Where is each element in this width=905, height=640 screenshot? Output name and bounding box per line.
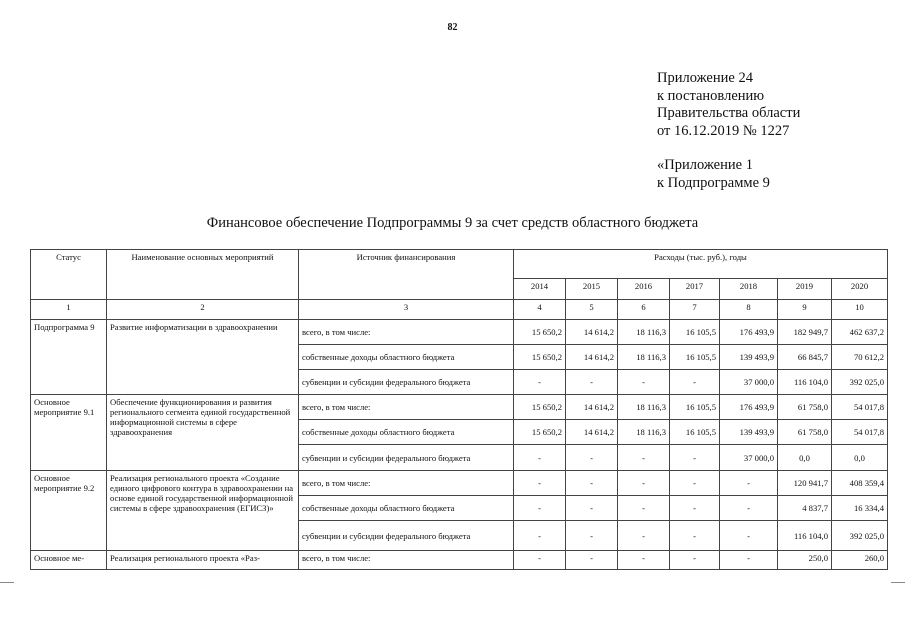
value-cell: 116 104,0 — [778, 370, 832, 395]
column-number: 10 — [832, 300, 888, 320]
value-cell: 120 941,7 — [778, 471, 832, 496]
value-cell: 176 493,9 — [720, 395, 778, 420]
value-cell: 392 025,0 — [832, 521, 888, 551]
value-cell: 139 493,9 — [720, 420, 778, 445]
value-cell: - — [618, 471, 670, 496]
appendix-line: Правительства области — [657, 105, 801, 121]
appendix-block — [657, 70, 800, 192]
document-title: Финансовое обеспечение Подпрограммы 9 за счет средств областного бюджета — [206, 215, 699, 231]
column-number: 7 — [670, 300, 720, 320]
value-cell: - — [566, 521, 618, 551]
value-cell: - — [566, 496, 618, 521]
value-cell: - — [720, 471, 778, 496]
activity-name-cell: Реализация регионального проекта «Создание единого цифрового контура в здравоохранении на основе единой государственной информационной системы в сфере здравоохранения (ЕГИСЗ)» — [107, 471, 299, 551]
appendix-line: Приложение 24 — [657, 70, 753, 86]
value-cell: 18 116,3 — [618, 395, 670, 420]
table-row — [31, 395, 888, 420]
value-cell: 61 758,0 — [778, 420, 832, 445]
source-cell: субвенции и субсидии федерального бюджета — [299, 445, 514, 471]
value-cell: - — [670, 445, 720, 471]
status-cell: Основное ме- — [31, 551, 107, 570]
value-cell: 37 000,0 — [720, 370, 778, 395]
value-cell: - — [514, 445, 566, 471]
value-cell: - — [670, 471, 720, 496]
value-cell: 61 758,0 — [778, 395, 832, 420]
source-cell: всего, в том числе: — [299, 551, 514, 570]
value-cell: 176 493,9 — [720, 320, 778, 345]
value-cell: - — [566, 445, 618, 471]
value-cell: 14 614,2 — [566, 420, 618, 445]
value-cell: - — [720, 551, 778, 570]
value-cell: 16 105,5 — [670, 395, 720, 420]
value-cell: 14 614,2 — [566, 395, 618, 420]
header-year: 2014 — [514, 279, 566, 300]
value-cell: 462 637,2 — [832, 320, 888, 345]
spacer — [657, 140, 800, 157]
header-name: Наименование основных мероприятий — [107, 250, 299, 300]
value-cell: 14 614,2 — [566, 320, 618, 345]
value-cell: - — [514, 370, 566, 395]
value-cell: - — [618, 370, 670, 395]
value-cell: 66 845,7 — [778, 345, 832, 370]
value-cell: 0,0 — [778, 445, 832, 471]
value-cell: 15 650,2 — [514, 395, 566, 420]
value-cell: 54 017,8 — [832, 420, 888, 445]
value-cell: 16 105,5 — [670, 420, 720, 445]
value-cell: 16 105,5 — [670, 345, 720, 370]
value-cell: 16 105,5 — [670, 320, 720, 345]
header-year: 2016 — [618, 279, 670, 300]
value-cell: - — [670, 521, 720, 551]
column-number: 5 — [566, 300, 618, 320]
header-year: 2015 — [566, 279, 618, 300]
table-row — [31, 551, 888, 570]
value-cell: 139 493,9 — [720, 345, 778, 370]
header-year: 2019 — [778, 279, 832, 300]
status-cell: Основное мероприятие 9.1 — [31, 395, 107, 471]
activity-name-cell: Обеспечение функционирования и развития регионального сегмента единой государственной информационной системы в сфере здравоохранения — [107, 395, 299, 471]
appendix-line: к постановлению — [657, 87, 765, 104]
source-cell: собственные доходы областного бюджета — [299, 420, 514, 445]
value-cell: 250,0 — [778, 551, 832, 570]
status-cell: Основное мероприятие 9.2 — [31, 471, 107, 551]
status-cell: Подпрограмма 9 — [31, 320, 107, 395]
appendix-line: «Приложение 1 — [657, 157, 753, 173]
value-cell: - — [720, 521, 778, 551]
value-cell: - — [618, 521, 670, 551]
header-source: Источник финансирования — [299, 250, 514, 300]
table-row — [31, 320, 888, 345]
header-year: 2018 — [720, 279, 778, 300]
column-number: 1 — [31, 300, 107, 320]
value-cell: 54 017,8 — [832, 395, 888, 420]
value-cell: - — [514, 521, 566, 551]
activity-name-cell: Развитие информатизации в здравоохранении — [107, 320, 299, 395]
value-cell: - — [514, 471, 566, 496]
financing-table — [30, 249, 888, 570]
value-cell: - — [514, 496, 566, 521]
header-year: 2017 — [670, 279, 720, 300]
value-cell: 18 116,3 — [618, 345, 670, 370]
value-cell: 37 000,0 — [720, 445, 778, 471]
column-number: 4 — [514, 300, 566, 320]
page-edge-mark — [0, 582, 14, 583]
value-cell: - — [618, 551, 670, 570]
source-cell: всего, в том числе: — [299, 395, 514, 420]
value-cell: - — [514, 551, 566, 570]
value-cell: - — [670, 370, 720, 395]
value-cell: 14 614,2 — [566, 345, 618, 370]
page-number: 82 — [447, 22, 458, 33]
header-expenses: Расходы (тыс. руб.), годы — [514, 250, 888, 279]
source-cell: субвенции и субсидии федерального бюджета — [299, 370, 514, 395]
column-number: 8 — [720, 300, 778, 320]
value-cell: 15 650,2 — [514, 345, 566, 370]
value-cell: 182 949,7 — [778, 320, 832, 345]
value-cell: - — [670, 551, 720, 570]
activity-name-cell: Реализация регионального проекта «Раз- — [107, 551, 299, 570]
page-edge-mark — [891, 582, 905, 583]
value-cell: - — [566, 471, 618, 496]
value-cell: - — [720, 496, 778, 521]
column-number: 3 — [299, 300, 514, 320]
value-cell: 16 334,4 — [832, 496, 888, 521]
source-cell: всего, в том числе: — [299, 320, 514, 345]
column-number: 6 — [618, 300, 670, 320]
appendix-line: к Подпрограмме 9 — [657, 174, 770, 191]
value-cell: 15 650,2 — [514, 420, 566, 445]
value-cell: 260,0 — [832, 551, 888, 570]
table-row — [31, 471, 888, 496]
source-cell: собственные доходы областного бюджета — [299, 496, 514, 521]
value-cell: - — [618, 445, 670, 471]
value-cell: 18 116,3 — [618, 420, 670, 445]
value-cell: - — [618, 496, 670, 521]
source-cell: собственные доходы областного бюджета — [299, 345, 514, 370]
source-cell: субвенции и субсидии федерального бюджета — [299, 521, 514, 551]
column-number: 2 — [107, 300, 299, 320]
value-cell: 408 359,4 — [832, 471, 888, 496]
value-cell: 18 116,3 — [618, 320, 670, 345]
value-cell: 392 025,0 — [832, 370, 888, 395]
value-cell: 15 650,2 — [514, 320, 566, 345]
value-cell: 70 612,2 — [832, 345, 888, 370]
value-cell: - — [670, 496, 720, 521]
source-cell: всего, в том числе: — [299, 471, 514, 496]
header-status: Статус — [31, 250, 107, 300]
header-year: 2020 — [832, 279, 888, 300]
value-cell: 0,0 — [832, 445, 888, 471]
value-cell: 116 104,0 — [778, 521, 832, 551]
value-cell: - — [566, 370, 618, 395]
appendix-line: от 16.12.2019 № 1227 — [657, 122, 790, 139]
value-cell: 4 837,7 — [778, 496, 832, 521]
column-number: 9 — [778, 300, 832, 320]
value-cell: - — [566, 551, 618, 570]
